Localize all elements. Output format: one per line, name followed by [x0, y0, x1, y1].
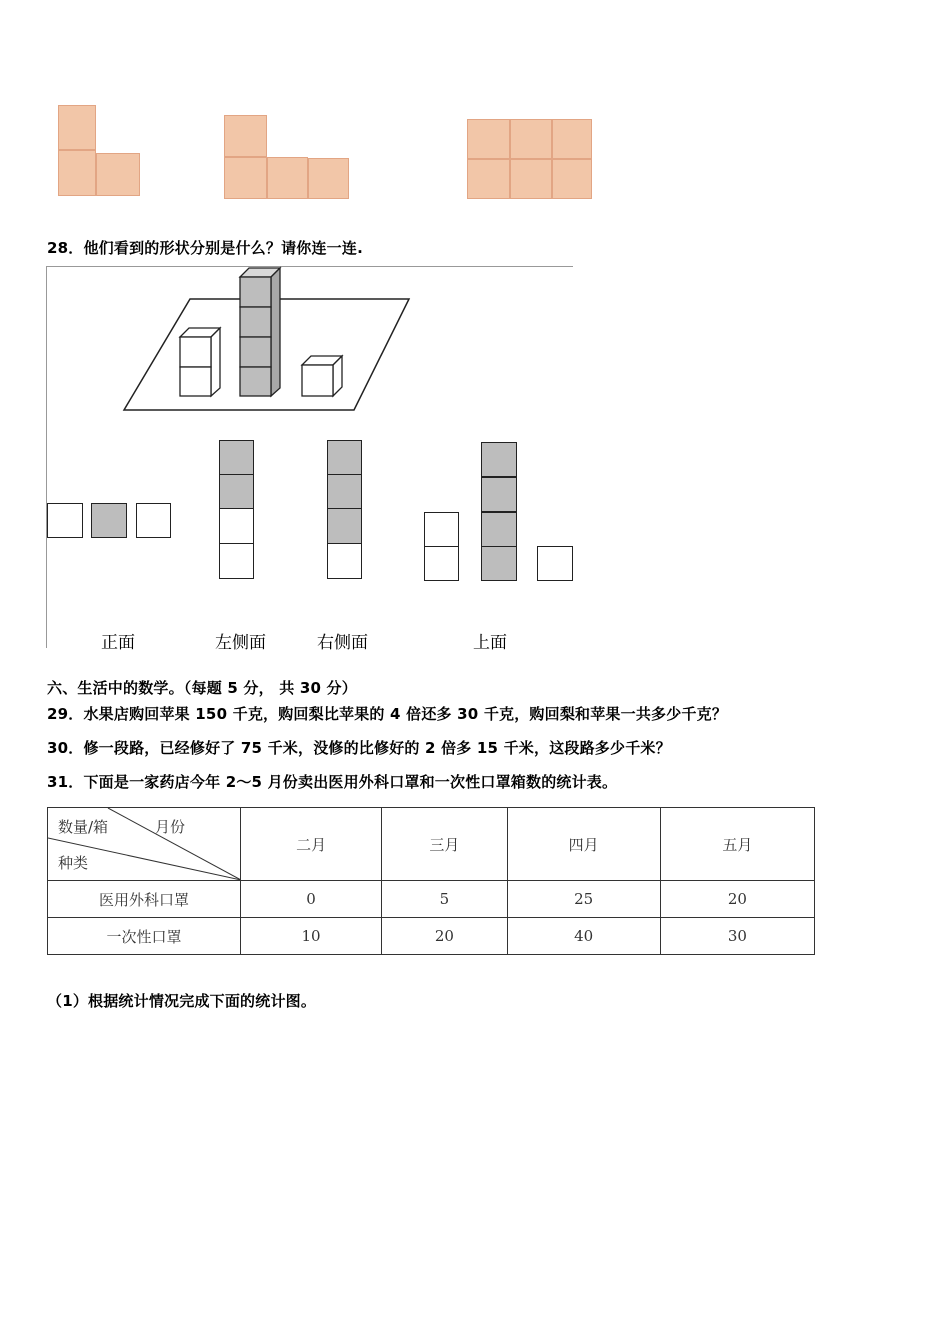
table-cell: 40: [507, 918, 660, 955]
stats-table: [47, 807, 815, 955]
table-cell: 25: [507, 881, 660, 918]
square: [91, 503, 127, 538]
corner-month-label: 月份: [155, 818, 186, 836]
caption-front: 正面: [101, 633, 135, 653]
row-label: 医用外科口罩: [48, 881, 241, 918]
right-stack: [302, 356, 342, 396]
row-label: 一次性口罩: [48, 918, 241, 955]
table-cell: 0: [240, 881, 381, 918]
table-row: [48, 918, 815, 955]
cube: [552, 159, 592, 199]
cube: [467, 119, 510, 159]
square: [481, 477, 517, 512]
section-6-title: 六、生活中的数学。（每题 5 分， 共 30 分）: [47, 679, 357, 697]
square: [537, 546, 573, 581]
left-stack: [180, 328, 220, 396]
question-31-part-1: （1）根据统计情况完成下面的统计图。: [47, 992, 317, 1010]
square: [481, 512, 517, 547]
cube: [267, 157, 308, 199]
cube: [58, 105, 96, 150]
figure-frame-left: [46, 266, 47, 648]
month-header: 四月: [507, 808, 660, 881]
month-header: 三月: [382, 808, 507, 881]
square: [424, 546, 459, 581]
table-row: [48, 881, 815, 918]
question-30: 30．修一段路，已经修好了 75 千米，没修的比修好的 2 倍多 15 千米，这段路多少千米？: [47, 739, 671, 757]
square: [327, 543, 362, 579]
cube: [224, 157, 267, 199]
corner-quantity-label: 数量/箱: [58, 818, 109, 836]
table-header-row: [48, 808, 815, 881]
middle-stack: [240, 268, 280, 396]
square: [481, 546, 517, 581]
month-header: 五月: [660, 808, 814, 881]
caption-left-side: 左侧面: [215, 633, 266, 653]
square: [327, 474, 362, 509]
corner-type-label: 种类: [58, 854, 89, 872]
table-cell: 10: [240, 918, 381, 955]
square: [327, 508, 362, 544]
square: [327, 440, 362, 475]
question-29: 29．水果店购回苹果 150 千克，购回梨比苹果的 4 倍还多 30 千克，购回梨和苹果一共多少千克？: [47, 705, 728, 723]
month-header: 二月: [240, 808, 381, 881]
cube: [96, 153, 140, 196]
square: [219, 440, 254, 475]
cube-scene: [120, 266, 420, 416]
square: [219, 474, 254, 509]
cube: [58, 150, 96, 196]
square: [424, 512, 459, 547]
cube: [552, 119, 592, 159]
corner-cell: [48, 808, 241, 881]
table-cell: 30: [660, 918, 814, 955]
table-cell: 20: [382, 918, 507, 955]
square: [481, 442, 517, 477]
table-cell: 5: [382, 881, 507, 918]
cube: [224, 115, 267, 157]
cube: [510, 119, 552, 159]
cube: [308, 158, 349, 199]
square: [219, 508, 254, 544]
question-31: 31．下面是一家药店今年 2～5 月份卖出医用外科口罩和一次性口罩箱数的统计表。: [47, 773, 618, 791]
table-cell: 20: [660, 881, 814, 918]
question-28: 28．他们看到的形状分别是什么？请你连一连.: [47, 239, 363, 257]
cube: [467, 159, 510, 199]
caption-right-side: 右侧面: [317, 633, 368, 653]
square: [219, 543, 254, 579]
square: [47, 503, 83, 538]
cube: [510, 159, 552, 199]
square: [136, 503, 171, 538]
caption-top: 上面: [473, 633, 507, 653]
